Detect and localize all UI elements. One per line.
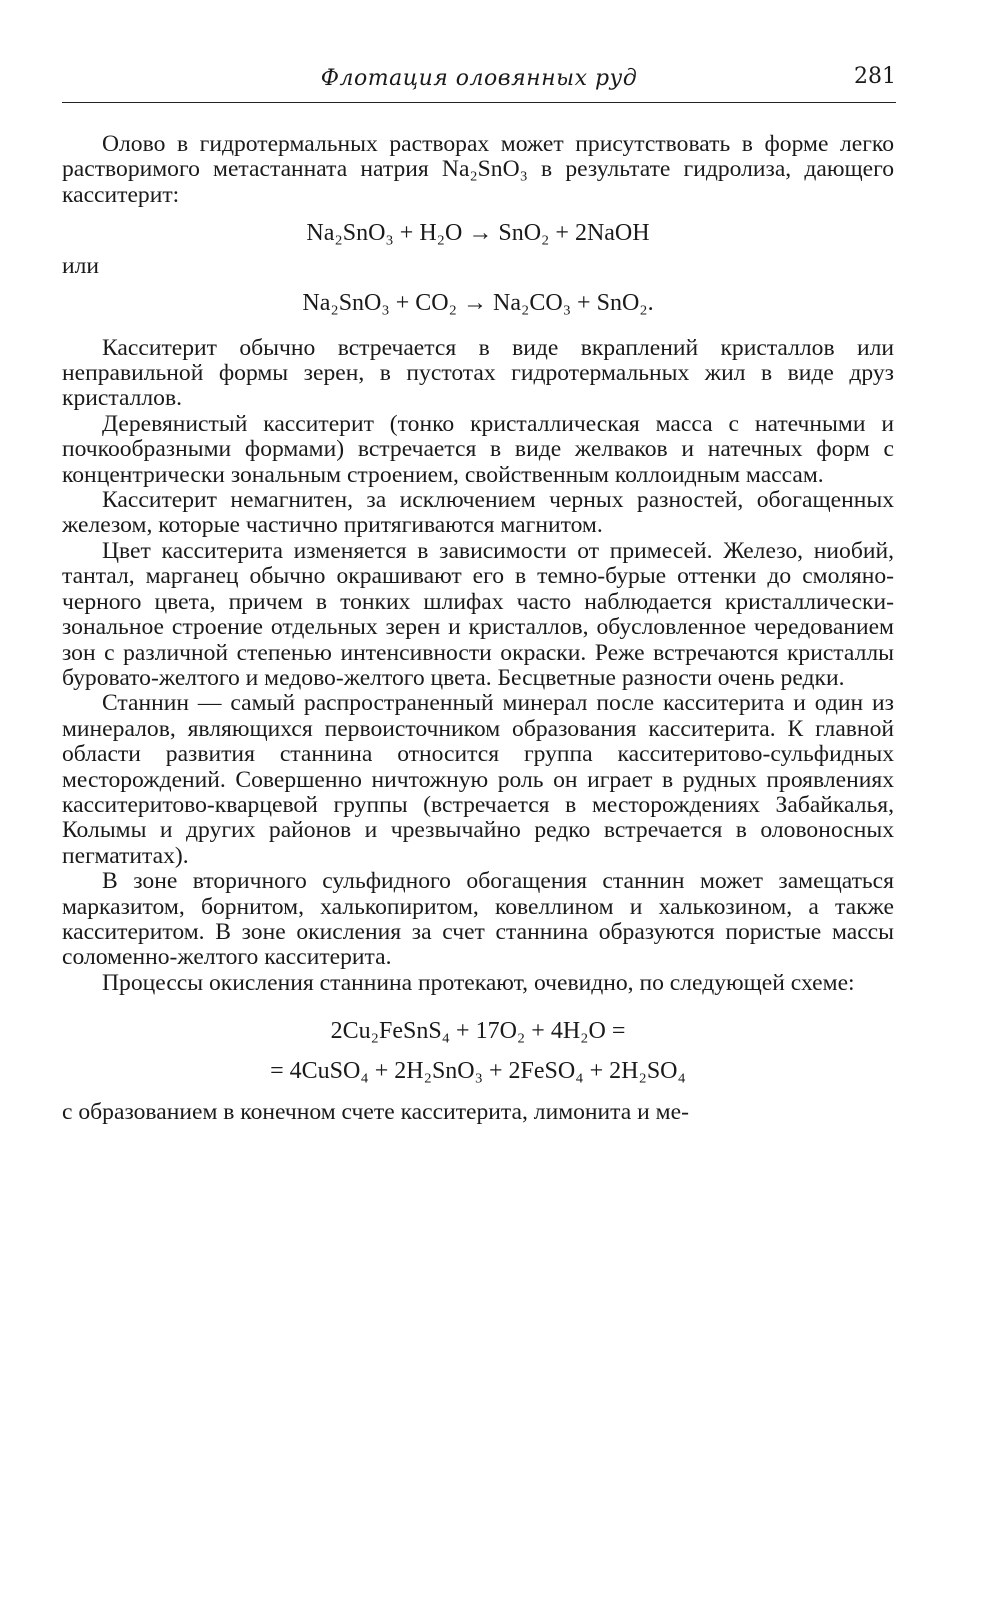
paragraph-wood-tin: Деревянистый касситерит (тонко кристаллическая масса с натечными и почкообразными формами) встречается в виде желваков и натечных форм с концентрически зональным строением, свойственным коллоидным массам. <box>62 410 894 488</box>
formula-carbonation: Na₂SnO₃ + CO₂ → Na₂CO₃ + SnO₂. <box>302 289 654 316</box>
paragraph-cassiterite-occurrence: Касситерит обычно встречается в виде вкраплений кристаллов или неправильной формы зерен, в пустотах гидротермальных жил в виде друз кристаллов. <box>62 334 894 412</box>
body-text <box>62 132 894 1126</box>
formula-oxidation-left: 2Cu₂FeSnS₄ + 17O₂ + 4H₂O = <box>330 1018 626 1045</box>
paragraph-color: Цвет касситерита изменяется в зависимости от примесей. Железо, ниобий, тантал, марганец обычно окрашивают его в темно-бурые оттенки до смоляно-черного цвета, причем в тонких шлифах часто наблюдается кристаллически-зональное строение отдельных зерен и кристаллов, обусловленное чередованием зон с различной степенью интенсивности окраски. Реже встречаются кристаллы буровато-желтого и медово-желтого цвета. Бесцветные разности очень редки. <box>62 537 894 691</box>
formula-oxidation-right: = 4CuSO₄ + 2H₂SnO₃ + 2FeSO₄ + 2H₂SO₄ <box>270 1058 686 1085</box>
paragraph-oxidation-scheme: Процессы окисления станнина протекают, очевидно, по следующей схеме: <box>102 969 855 996</box>
formula-hydrolysis: Na₂SnO₃ + H₂O → SnO₂ + 2NaOH <box>306 220 650 247</box>
page-number: 281 <box>854 64 896 89</box>
or-label: или <box>62 253 100 280</box>
running-title: Флотация оловянных руд <box>320 66 638 91</box>
paragraph-secondary-enrichment: В зоне вторичного сульфидного обогащения станнин может замещаться марказитом, борнитом, халькопиритом, ковеллином и халькозином, а также касситеритом. В зоне окисления за счет станнина образуются пористые массы соломенно-желтого касситерита. <box>62 868 894 971</box>
paragraph-tin-solutions: Олово в гидротермальных растворах может присутствовать в форме легко растворимого метастанната натрия Na₂SnO₃ в результате гидролиза, дающего касситерит: <box>62 131 894 208</box>
paragraph-continuation: с образованием в конечном счете касситерита, лимонита и ме- <box>62 1099 689 1126</box>
paragraph-magnetism: Касситерит немагнитен, за исключением черных разностей, обогащенных железом, которые частично притягиваются магнитом. <box>62 487 894 539</box>
paragraph-stannite: Станнин — самый распространенный минерал после касситерита и один из минералов, являющихся первоисточником образования касситерита. К главной области развития станнина относится группа касситеритово-сульфидных месторождений. Совершенно ничтожную роль он играет в рудных проявлениях касситеритово-кварцевой группы (встречается в месторождениях Забайкалья, Колымы и других районов и чрезвычайно редко встречается в оловоносных пегматитах). <box>62 690 894 869</box>
running-header <box>62 64 896 103</box>
